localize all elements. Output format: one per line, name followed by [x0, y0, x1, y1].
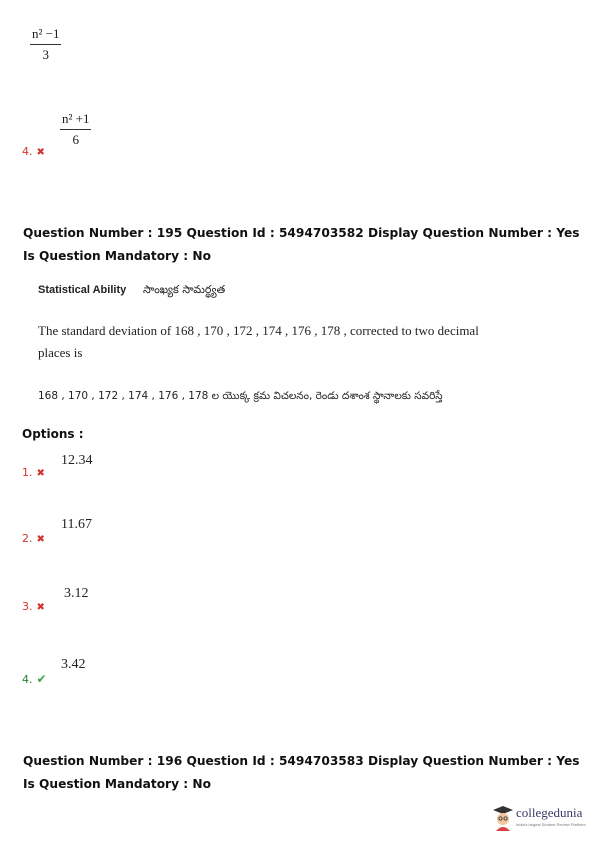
question-text-line1: The standard deviation of 168 , 170 , 172 , 174 , 176 , 178 , corrected to two decimal	[38, 323, 479, 338]
option-2-value: 11.67	[61, 517, 92, 532]
question-195-header: Question Number : 195 Question Id : 5494703582 Display Question Number : Yes Is Question Mandatory : No	[23, 226, 580, 263]
section-title-en: Statistical Ability	[38, 284, 127, 296]
option-number: 3.	[22, 600, 33, 613]
logo-tagline: India's largest Student Review Platform	[516, 822, 586, 827]
cross-icon: ✖	[36, 147, 45, 158]
check-icon: ✔	[36, 672, 47, 686]
option-2-number	[22, 532, 45, 545]
fraction-numerator: n² +1	[60, 111, 91, 130]
section-title-te: సాంఖ్యక సామర్థ్యత	[143, 283, 226, 296]
logo-brand: collegedunia	[516, 805, 583, 820]
question-196-header: Question Number : 196 Question Id : 5494703583 Display Question Number : Yes Is Question Mandatory : No	[23, 754, 580, 791]
option-1-value: 12.34	[61, 453, 93, 468]
fraction-denominator: 3	[42, 47, 49, 62]
option-number: 1.	[22, 466, 33, 479]
option-1-number	[22, 466, 45, 479]
cross-icon: ✖	[36, 468, 45, 479]
cross-icon: ✖	[36, 602, 45, 613]
options-label: Options :	[22, 427, 84, 441]
prev-option4-fraction	[60, 111, 91, 148]
option-number: 4.	[22, 145, 33, 158]
collegedunia-logo	[492, 803, 592, 833]
option-number: 4.	[22, 673, 33, 686]
option-3-value: 3.12	[64, 586, 89, 601]
prev-option3-fraction	[30, 26, 61, 63]
option-3-number	[22, 600, 45, 613]
option-4-number	[22, 672, 47, 686]
fraction-numerator: n² −1	[30, 26, 61, 45]
option-number: 2.	[22, 532, 33, 545]
option-4-value: 3.42	[61, 657, 86, 672]
question-text-te: 168 , 170 , 172 , 174 , 176 , 178 ల యొక్క క్రమ విచలనం, రెండు దశాంశ స్థానాలకు సవరిస్తే	[38, 390, 443, 402]
fraction-denominator: 6	[72, 132, 79, 147]
graduate-avatar-icon	[492, 805, 514, 831]
prev-option4-number	[22, 145, 45, 158]
cross-icon: ✖	[36, 534, 45, 545]
question-text-line2: places is	[38, 345, 83, 360]
